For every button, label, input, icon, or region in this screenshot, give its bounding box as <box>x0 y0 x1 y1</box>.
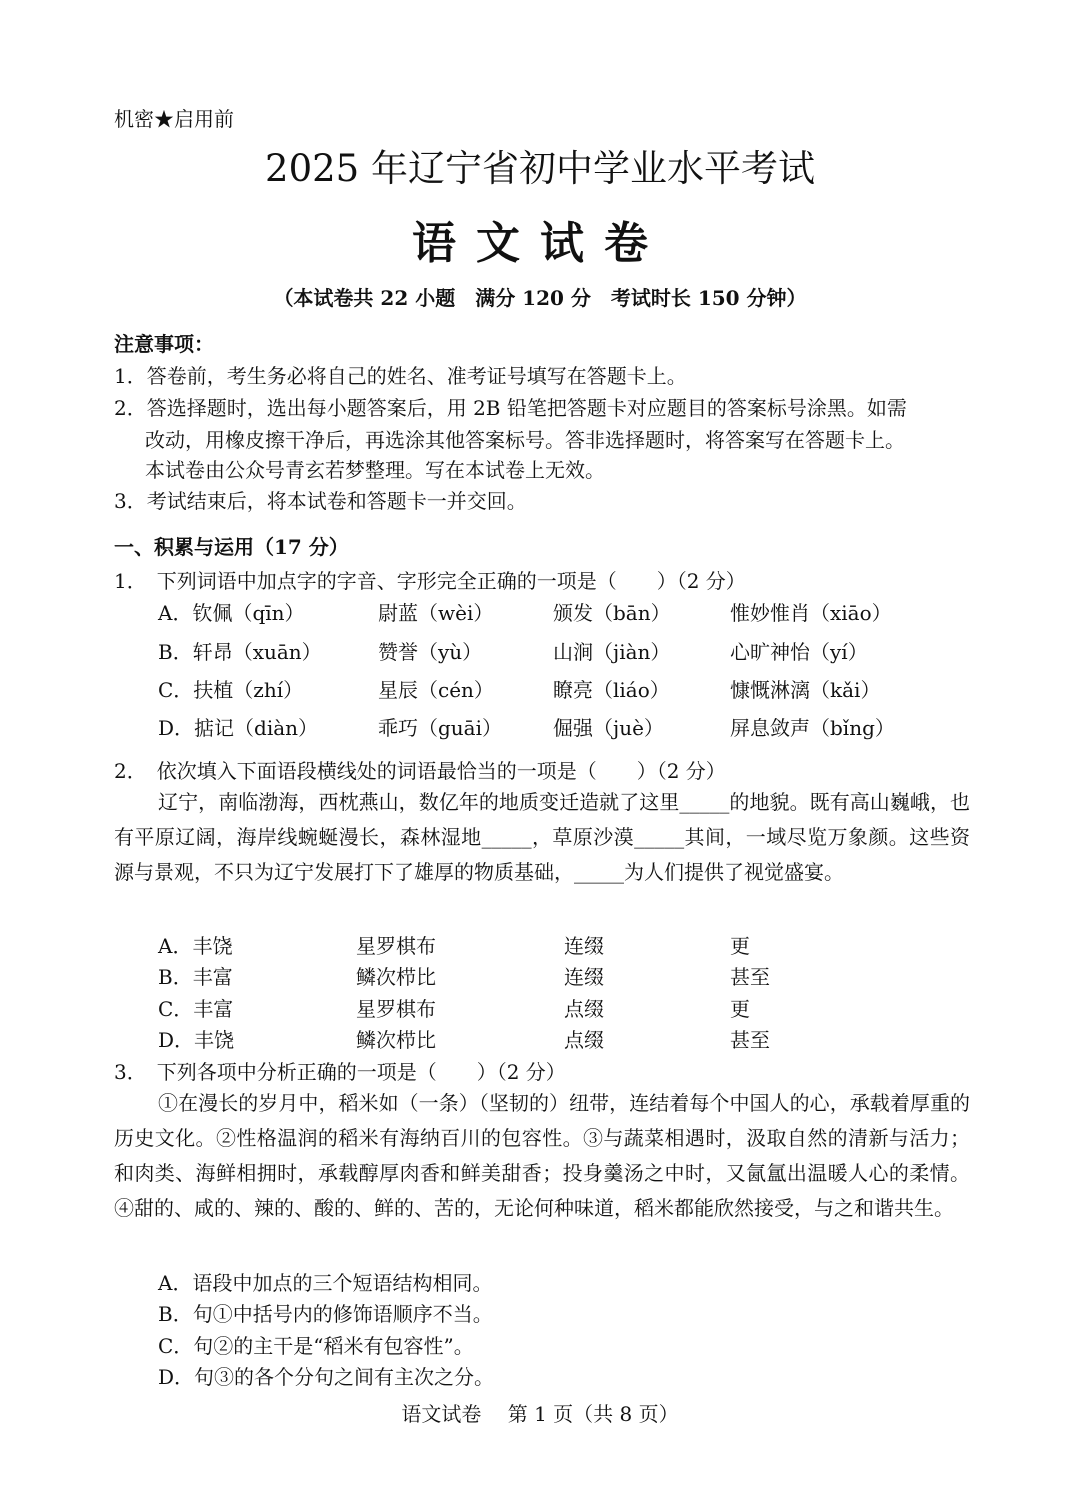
q2-option-c-3: 点缀 <box>564 997 604 1021</box>
q1-option-c-1: C．扶植（zhí） <box>158 678 304 702</box>
q1-option-d-3: 倔强（juè） <box>553 716 664 740</box>
q3-option-c: C．句②的主干是“稻米有包容性”。 <box>158 1334 474 1358</box>
question-2-passage <box>114 785 970 890</box>
q3-option-d: D．句③的各个分句之间有主次之分。 <box>158 1365 495 1389</box>
notice-line: 1．答卷前，考生务必将自己的姓名、准考证号填写在答题卡上。 <box>114 364 687 388</box>
exam-title: 2025 年辽宁省初中学业水平考试 <box>265 147 815 190</box>
notice-line: 2．答选择题时，选出每小题答案后，用 2B 铅笔把答题卡对应题目的答案标号涂黑。如需 <box>114 396 907 420</box>
page-footer: 语文试卷 第 1 页（共 8 页） <box>401 1402 679 1426</box>
q2-option-d-1: D．丰饶 <box>158 1028 235 1052</box>
q2-option-b-2: 鳞次栉比 <box>356 965 436 989</box>
q2-option-b-1: B．丰富 <box>158 965 233 989</box>
q2-option-a-2: 星罗棋布 <box>356 934 436 958</box>
q1-option-b-2: 赞誉（yù） <box>378 640 483 664</box>
q1-option-a-3: 颁发（bān） <box>553 601 671 625</box>
question-2-stem: 2． 依次填入下面语段横线处的词语最恰当的一项是（ ）（2 分） <box>114 759 726 783</box>
question-3-stem: 3． 下列各项中分析正确的一项是（ ）（2 分） <box>114 1060 566 1084</box>
q2-option-a-1: A．丰饶 <box>158 934 233 958</box>
q2-option-c-2: 星罗棋布 <box>356 997 436 1021</box>
q2-option-d-3: 点缀 <box>564 1028 604 1052</box>
exam-info: （本试卷共 22 小题 满分 120 分 考试时长 150 分钟） <box>273 286 807 310</box>
q2-option-a-4: 更 <box>730 934 750 958</box>
q2-option-d-2: 鳞次栉比 <box>356 1028 436 1052</box>
q1-option-b-4: 心旷神怡（yí） <box>730 640 868 664</box>
notice-line: 本试卷由公众号青玄若梦整理。写在本试卷上无效。 <box>145 458 605 482</box>
q1-option-c-4: 慷慨淋漓（kǎi） <box>730 678 881 702</box>
q1-option-d-4: 屏息敛声（bǐng） <box>730 716 895 740</box>
q2-option-b-4: 甚至 <box>730 965 770 989</box>
q1-option-a-4: 惟妙惟肖（xiāo） <box>730 601 892 625</box>
q1-option-d-2: 乖巧（guāi） <box>378 716 503 740</box>
q2-option-c-1: C．丰富 <box>158 997 234 1021</box>
question-3-passage <box>114 1086 970 1226</box>
q2-option-a-3: 连缀 <box>564 934 604 958</box>
q2-option-b-3: 连缀 <box>564 965 604 989</box>
q2-option-d-4: 甚至 <box>730 1028 770 1052</box>
q3-option-a: A．语段中加点的三个短语结构相同。 <box>158 1271 493 1295</box>
subject-title: 语文试卷 <box>412 218 668 269</box>
q2-option-c-4: 更 <box>730 997 750 1021</box>
notice-line: 改动，用橡皮擦干净后，再选涂其他答案标号。答非选择题时，将答案写在答题卡上。 <box>145 428 905 452</box>
notice-line: 3．考试结束后，将本试卷和答题卡一并交回。 <box>114 489 527 513</box>
notice-heading: 注意事项： <box>114 332 214 356</box>
question-3-passage-text: ①在漫长的岁月中，稻米如（一条）（坚韧的）纽带，连结着每个中国人的心，承载着厚重的历史文化。②性格温润的稻米有海纳百川的包容性。③与蔬菜相遇时，汲取自然的清新与活力；和肉类、海鲜相拥时，承载醇厚肉香和鲜美甜香；投身羹汤之中时，又氤氲出温暖人心的柔情。④甜的、咸的、辣的、酸的、鲜的、苦的，无论何种味道，稻米都能欣然接受，与之和谐共生。 <box>114 1091 970 1220</box>
q1-option-d-1: D．掂记（diàn） <box>158 716 319 740</box>
q1-option-a-2: 尉蓝（wèi） <box>378 601 494 625</box>
q1-option-b-1: B．轩昂（xuān） <box>158 640 322 664</box>
q1-option-c-2: 星辰（cén） <box>378 678 494 702</box>
q3-option-b: B．句①中括号内的修饰语顺序不当。 <box>158 1302 493 1326</box>
question-1-stem: 1． 下列词语中加点字的字音、字形完全正确的一项是（ ）（2 分） <box>114 569 746 593</box>
q1-option-a-1: A．钦佩（qīn） <box>158 601 305 625</box>
q1-option-c-3: 瞭亮（liáo） <box>553 678 670 702</box>
section-heading: 一、积累与运用（17 分） <box>114 535 349 559</box>
question-2-passage-text: 辽宁，南临渤海，西枕燕山，数亿年的地质变迁造就了这里_____的地貌。既有高山巍峨，也有平原辽阔，海岸线蜿蜒漫长，森林湿地_____，草原沙漠_____其间，一域尽览万象颜。这些资源与景观，不只为辽宁发展打下了雄厚的物质基础，_____为人们提供了视觉盛宴。 <box>114 790 970 884</box>
q1-option-b-3: 山涧（jiàn） <box>553 640 671 664</box>
confidential-label: 机密★启用前 <box>114 107 234 131</box>
